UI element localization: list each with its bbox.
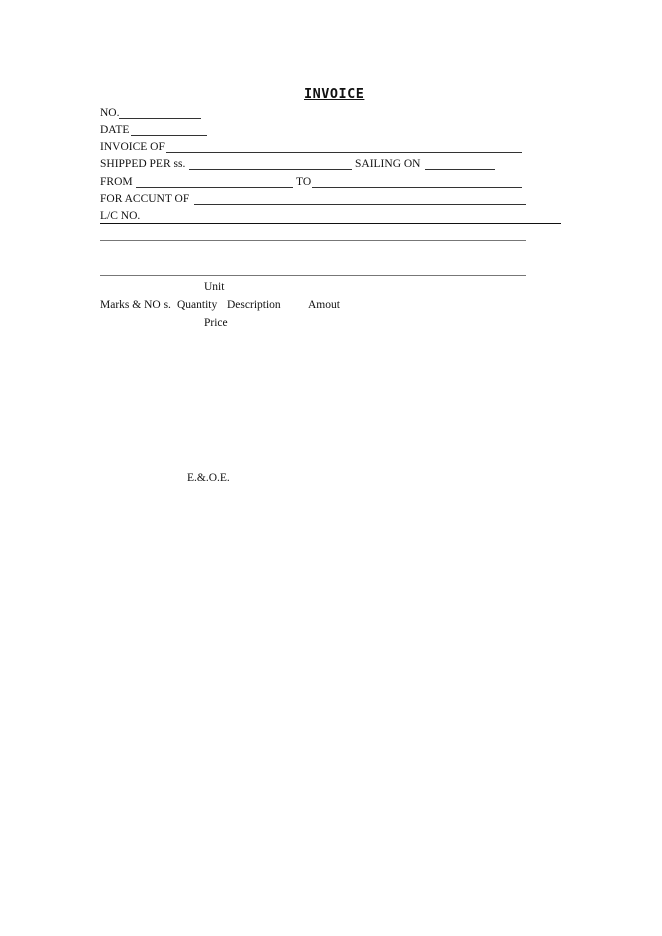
eoe-note: E.&.O.E. [187,472,230,484]
from-field[interactable] [136,187,293,188]
lc-no-label: L/C NO. [100,210,141,222]
lc-no-field[interactable] [100,223,561,224]
invoice-no-field[interactable] [119,118,201,119]
to-field[interactable] [312,187,522,188]
amount-header: Amout [308,299,340,311]
from-label: FROM [100,176,133,188]
shipped-per-field[interactable] [189,169,352,170]
quantity-header: Quantity [177,299,218,311]
for-account-of-field[interactable] [194,204,526,205]
sailing-on-label: SAILING ON [355,158,421,170]
invoice-of-label: INVOICE OF [100,141,165,153]
unit-price-header-line2: Price [204,317,228,329]
shipped-per-label: SHIPPED PER ss. [100,158,186,170]
to-label: TO [296,176,312,188]
marks-nos-header: Marks & NO s. [100,299,171,311]
blank-line[interactable] [100,240,526,241]
blank-line[interactable] [100,275,526,276]
invoice-no-label: NO. [100,107,120,119]
invoice-of-field[interactable] [166,152,522,153]
unit-price-header-line1: Unit [204,281,225,293]
for-account-of-label: FOR ACCUNT OF [100,193,190,205]
date-label: DATE [100,124,130,136]
description-header: Description [227,299,281,311]
sailing-on-field[interactable] [425,169,495,170]
page-title: INVOICE [304,86,365,102]
date-field[interactable] [131,135,207,136]
